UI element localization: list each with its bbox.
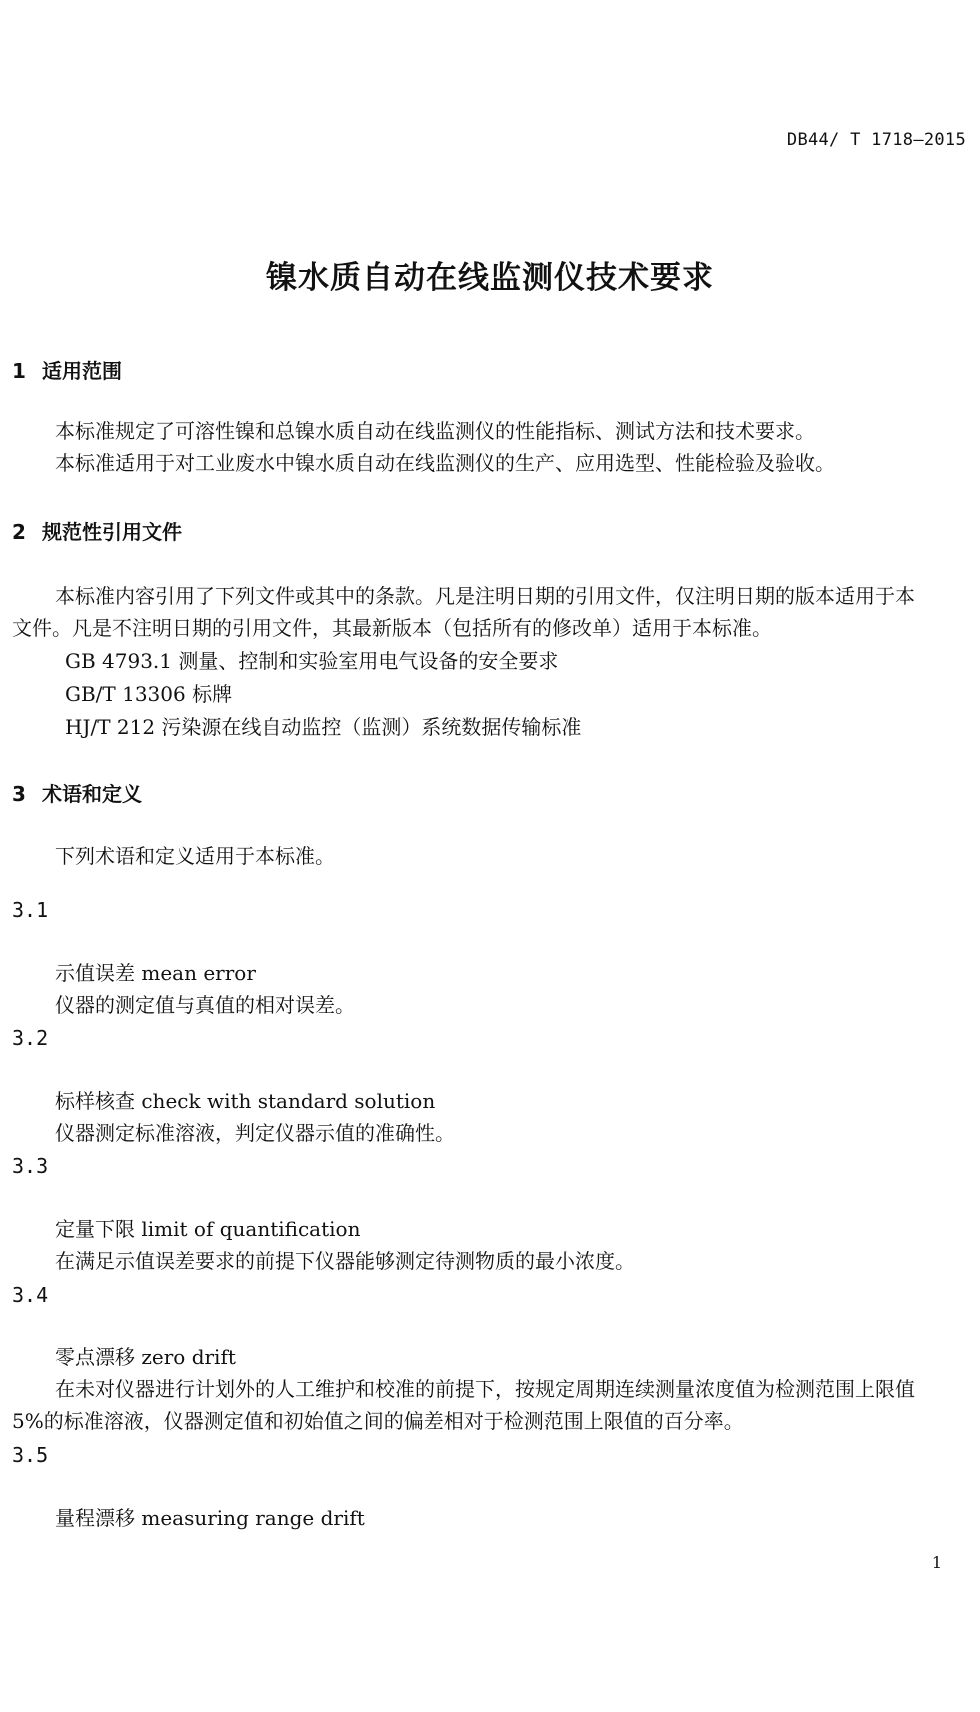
section-2-heading [12,516,182,545]
paragraph: 本标准适用于对工业废水中镍水质自动在线监测仪的生产、应用选型、性能检验及验收。 [55,451,835,475]
term-definition: 仪器的测定值与真值的相对误差。 [55,993,355,1017]
paragraph: 下列术语和定义适用于本标准。 [55,844,335,868]
document-code: DB44/ T 1718—2015 [786,130,966,150]
subsection-number: 3.3 [12,1154,49,1178]
reference-item: GB/T 13306 标牌 [65,682,233,706]
paragraph: 本标准规定了可溶性镍和总镍水质自动在线监测仪的性能指标、测试方法和技术要求。 [55,419,815,443]
section-title: 适用范围 [42,359,122,383]
term-title: 定量下限 limit of quantification [55,1217,361,1241]
term-definition: 在未对仪器进行计划外的人工维护和校准的前提下，按规定周期连续测量浓度值为检测范围上限值 [55,1377,915,1401]
section-number: 1 [12,359,26,383]
term-title: 零点漂移 zero drift [55,1345,236,1369]
subsection-number: 3.5 [12,1443,49,1467]
subsection-number: 3.2 [12,1026,49,1050]
section-number: 3 [12,782,26,806]
term-definition: 仪器测定标准溶液，判定仪器示值的准确性。 [55,1121,455,1145]
reference-item: HJ/T 212 污染源在线自动监控（监测）系统数据传输标准 [65,715,582,739]
paragraph: 文件。凡是不注明日期的引用文件，其最新版本（包括所有的修改单）适用于本标准。 [12,616,772,640]
document-title: 镍水质自动在线监测仪技术要求 [266,260,714,296]
section-title: 规范性引用文件 [42,520,182,544]
page-number: 1 [931,1553,942,1572]
term-definition: 在满足示值误差要求的前提下仪器能够测定待测物质的最小浓度。 [55,1249,635,1273]
section-title: 术语和定义 [42,782,142,806]
section-number: 2 [12,520,26,544]
subsection-number: 3.1 [12,898,49,922]
term-title: 标样核查 check with standard solution [55,1089,436,1113]
term-title: 量程漂移 measuring range drift [55,1506,365,1530]
term-title: 示值误差 mean error [55,961,256,985]
reference-item: GB 4793.1 测量、控制和实验室用电气设备的安全要求 [65,649,559,673]
section-3-heading [12,778,142,807]
paragraph: 本标准内容引用了下列文件或其中的条款。凡是注明日期的引用文件，仅注明日期的版本适用于本 [55,584,915,608]
section-1-heading [12,355,122,384]
term-definition: 5%的标准溶液，仪器测定值和初始值之间的偏差相对于检测范围上限值的百分率。 [12,1409,744,1433]
subsection-number: 3.4 [12,1283,49,1307]
